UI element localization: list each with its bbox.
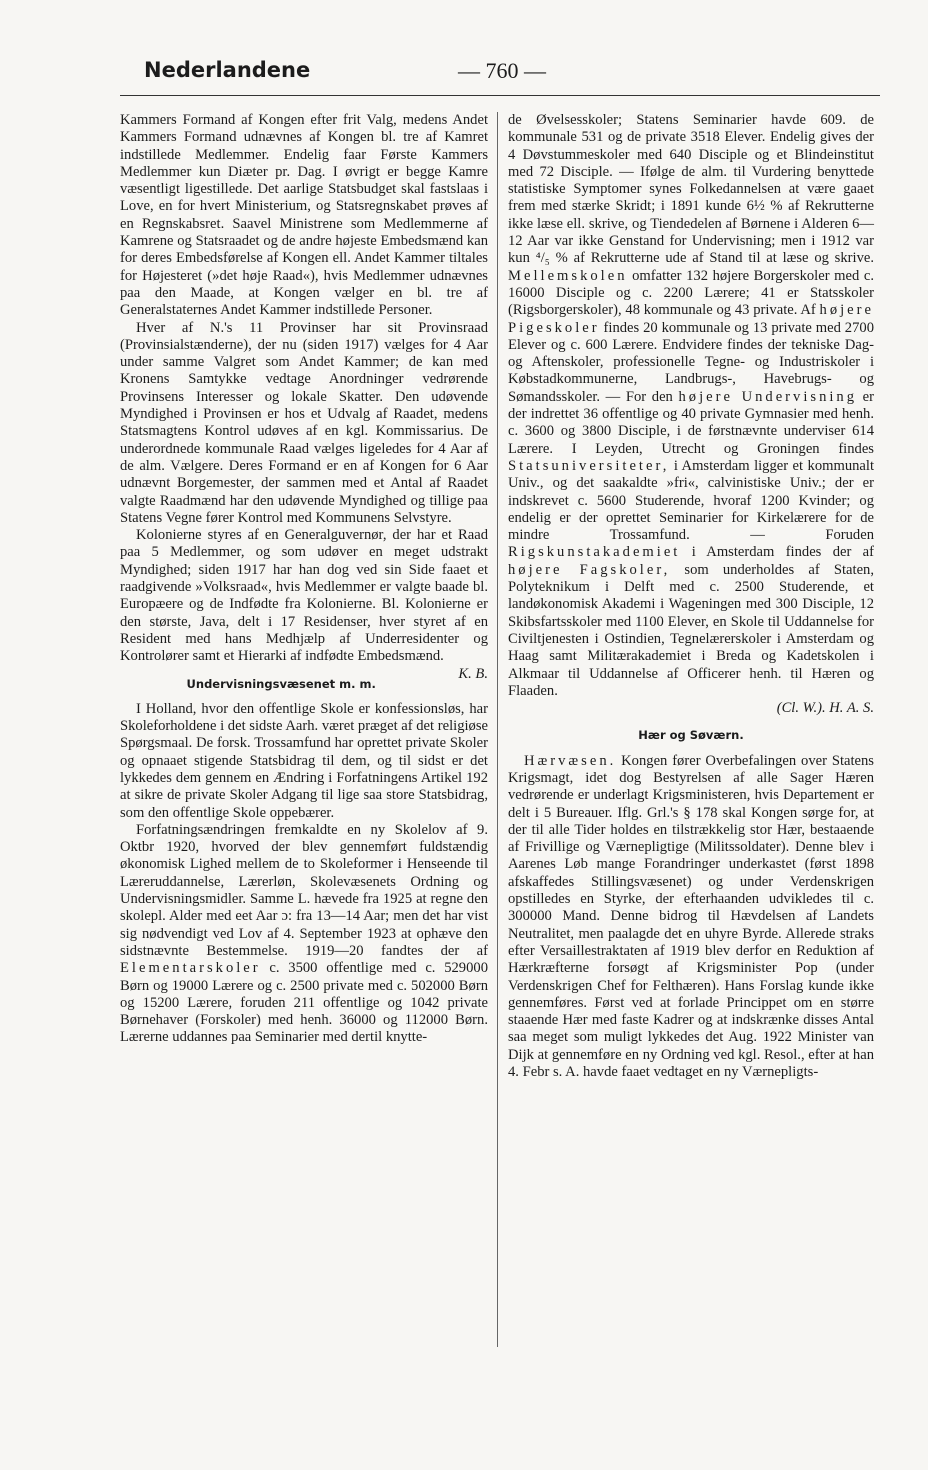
paragraph-text: Kongen fører Overbefalingen over Statens Krigsmagt, idet dog Bestyrelsen af alle Sager Hæren vedrørende er underlagt Krigsministeren, hvis Departement er delt i 5 Bureauer. Iflg. Grl.'s § 178 skal Kongen sørge for, at der til alle Tider holdes en tilstrækkelig stor Hær, bestaaende af Frivillige og Værnepligtige (Militssoldater). Denne blev i Aarenes Løb mange Forandringer underkastet (først 1898 afskaffedes Stillingsvæsenet) og under Verdenskrigen opstilledes en Styrke, der efterhaanden udvikledes til c. 300000 Mand. Denne bidrog til Hævdelsen af Landets Neutralitet, men paalagde det en uhyre Byrde. Allerede straks efter Versaillestraktaten af 1919 blev derfor en Reduktion af Hærkræfterne forsøgt af Krigsminister Pop (under Verdenskrigen Chef for Felthæren). Hans Forslag kunde ikke gennemføres. Først ved at forlade Princippet om en større staaende Hær med faste Kadrer og at indskrænke disses Antal saa meget som muligt lykkedes det Aug. 1922 Minister van Dijk at gennemføre en ny Ordning ved kgl. Resol., efter at han 4. Febr s. A. havde faaet vedtaget en ny Værnepligts-	[508, 752, 874, 1081]
paragraph	[508, 753, 874, 1082]
paragraph-text: i Amsterdam ligger et kommunalt Univ., og det saakaldte »fri«, calvinistiske Univ.; der er indskrevet c. 5600 Studerende, hvoraf 1200 Kvinder; og endelig er der oprettet Seminarier for Kirkelærere for de mindre Trossamfund. — Foruden	[508, 457, 874, 544]
spaced-term: Hærvæsen.	[524, 752, 617, 769]
left-column	[120, 112, 488, 1047]
paragraph-text: i Amsterdam findes der af	[691, 544, 874, 561]
page-header	[120, 56, 880, 90]
page-number: — 760 —	[458, 58, 546, 83]
spaced-term: højere Undervisning	[678, 388, 858, 405]
paragraph-text: som underholdes af Staten, Polyteknikum i Delft med c. 2500 Studerende, et landøkonomisk Akademi i Wageningen med 300 Disciple, 12 Skibsfartsskoler med 1100 Elever, en Skole til Uddannelse for Civiltjenesten i Ostindien, Tegnelærerskoler i Amsterdam og Haag samt Militærakademiet i Breda og Kadetskolen i Alkmaar til Uddannelse af Officerer henh. til Hæren og Flaaden.	[508, 561, 874, 699]
right-column	[508, 112, 874, 1081]
section-heading: Hær og Søværn.	[638, 728, 744, 743]
spaced-term: Rigskunstakademiet	[508, 544, 681, 561]
paragraph	[120, 822, 488, 1047]
paragraph: I Holland, hvor den offentlige Skole er konfessionsløs, har Skoleforholdene i det sidste Aarh. været præget af det religiøse Spørgsmaal. De forsk. Trossamfund har oprettet private Skoler og opnaaet stigende Statsbidrag til dem, og til sidst er det lykkedes dem gennem en Ændring i Forfatningens Artikel 192 at sikre de private Skoler Adgang til lige saa store Statsbidrag, som den offentlige Skole oppebærer.	[120, 700, 488, 821]
header-rule	[120, 95, 880, 96]
paragraph	[508, 112, 874, 700]
spaced-term: Elementarskoler	[120, 960, 261, 977]
author-signature: (Cl. W.). H. A. S.	[776, 700, 874, 717]
spaced-term: højere Pigeskoler	[508, 302, 874, 336]
column-divider	[497, 112, 498, 1347]
spaced-term: Statsuniversiteter,	[508, 457, 670, 474]
paragraph-text: er der indrettet 36 offentlige og 40 private Gymnasier med henh. c. 3600 og 3800 Disciple, i de førstnævnte underviser 614 Lærere. I Leyden, Utrecht og Groningen findes	[508, 388, 875, 457]
paragraph: Kammers Formand af Kongen efter frit Valg, medens Andet Kammers Formand udnævnes af Kongen bl. tre af Kamret indstillede Medlemmer. Endelig faar Første Kammers Medlemmer kun Diæter pr. Dag. I øvrigt er begge Kamre væsentligt ligestillede. Det aarlige Statsbudget skal fastslaas i Love, en for hvert Ministerium, og Statsregnskabet prøves af en Regnskabsret. Saavel Ministrene som Medlemmerne af Kamrene og Statsraadet og de andre højeste Embedsmænd kan for deres Embedsførelse af Kongen ell. Andet Kammer tiltales for Højesteret (»det høje Raad«), hvis Medlemmer udnævnes paa den Maade, at Kongen vælger en bl. tre af Generalstaternes Andet Kammer indstillede Personer.	[120, 112, 488, 319]
paragraph-text: c. 3500 offentlige med c. 529000 Børn og 19000 Lærere og c. 2500 private med c. 502000 Børn og 15200 Lærere, foruden 211 offentlige og 1042 private Børnehaver (Forskoler) med henh. 36000 og 112000 Børn. Lærerne uddannes paa Seminarier med dertil knytte-	[120, 960, 488, 1046]
paragraph	[120, 527, 488, 682]
spaced-term: Mellemskolen	[508, 267, 628, 284]
author-signature: K. B.	[458, 665, 488, 682]
section-heading: Undervisningsvæsenet m. m.	[186, 676, 376, 691]
spaced-term: højere Fagskoler,	[508, 561, 671, 578]
running-title: Nederlandene	[144, 58, 311, 82]
paragraph: Hver af N.'s 11 Provinser har sit Provinsraad (Provinsialstænderne), der nu (siden 1917) vælges for 4 Aar under samme Valgret som Andet Kammer; de kan med Kronens Samtykke vedtage Anordninger vedrørende Provinsens Interesser og lokale Skatter. Den udøvende Myndighed i Provinsen er hos et Udvalg af Raadet, medens Statsmagtens Kontrol udøves af en kgl. Kommissarius. De underordnede kommunale Raad vælges ligeledes for 4 Aar af de alm. Vælgere. Deres Formand er en af Kongen for 6 Aar udnævnt Borgemester, der sammen med et Antal af Raadet valgte Raadmænd har den udøvende Myndighed og tillige paa Statens Vegne fører Kontrol med Kommunens Selvstyre.	[120, 319, 488, 526]
paragraph-text: Kolonierne styres af en Generalguvernør, der har et Raad paa 5 Medlemmer, og som udøver en meget udstrakt Myndighed; siden 1917 har han dog ved sin Side faaet et raadgivende »Volksraad«, hvis Medlemmer er valgte baade bl. Europæere og de Indfødte fra Kolonierne. Bl. Kolonierne er den største, Java, delt i 17 Residenser, hver styret af en Resident med hans Medhjælp af Underresidenter og Kontrolører samt et Hierarki af indfødte Embedsmænd.	[120, 527, 488, 665]
paragraph-text: findes 20 kommunale og 13 private med 2700 Elever og c. 600 Lærere. Endvidere findes der tekniske Dag- og Aftenskoler, professionelle Tegne- og Industriskoler i Købstadkommunerne, Landbrugs-, Havebrugs- og Sømandsskoler. — For den	[508, 319, 874, 405]
paragraph-text: de Øvelsesskoler; Statens Seminarier havde 609. de kommunale 531 og de private 3518 Elever. Endelig gives der 4 Døvstummeskoler med 640 Disciple og et Blindeinstitut med 72 Disciple. — Ifølge de alm. til Vurdering benyttede statistiske Symptomer synes Folkedannelsen at være gaaet frem med stærke Skridt; i 1891 kunde 6½ % af Rekrutterne ikke læse ell. skrive, og Tiendedelen af Børnene i Alderen 6—12 Aar var ikke Genstand for Undervisning; men i 1912 var kun ⁴/₅ % af Rekrutterne ude af Stand til at læse og skrive.	[508, 112, 874, 267]
paragraph-text: omfatter 132 højere Borgerskoler med c. 16000 Disciple og c. 2200 Lærere; 41 er Statsskoler (Rigsborgerskoler), 48 kommunale og 43 private. Af	[508, 267, 874, 319]
paragraph-text: Forfatningsændringen fremkaldte en ny Skolelov af 9. Oktbr 1920, hvorved der blev gennemført fuldstændig økonomisk Lighed mellem de to Skoleformer i Henseende til Læreruddannelse, Lærerløn, Skolevæsenets Ordning og Undervisningsmidler. Samme L. hævede fra 1925 at regne den skolepl. Alder med eet Aar ɔ: fra 13—14 Aar; men det har vist sig nødvendigt ved Lov af 4. September 1923 at ophæve den sidstnævnte Bestemmelse. 1919—20 fandtes der af	[120, 821, 488, 959]
